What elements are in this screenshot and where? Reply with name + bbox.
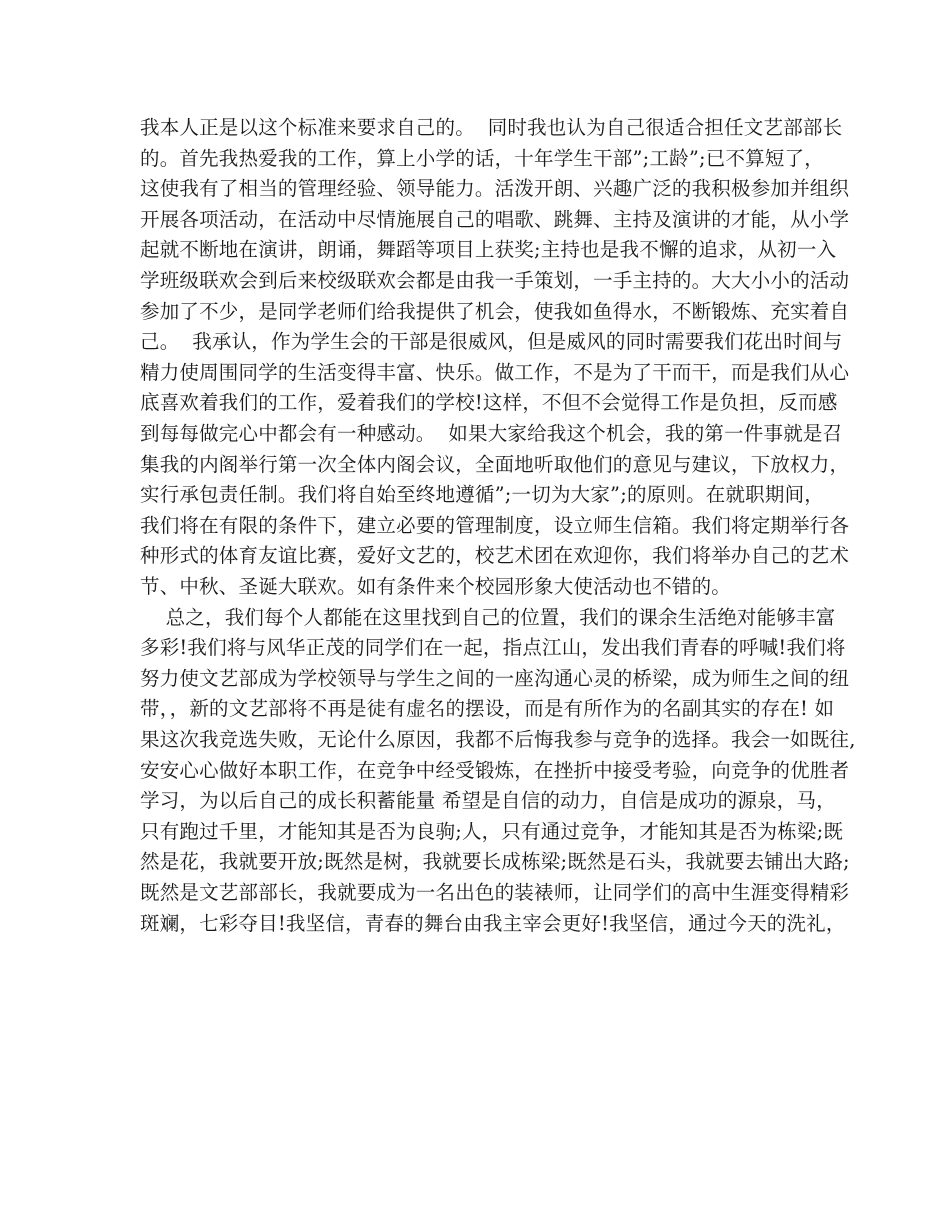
- text-line: 多彩!我们将与风华正茂的同学们在一起，指点江山，发出我们青春的呼喊!我们将: [140, 636, 846, 660]
- text-line: 我本人正是以这个标准来要求自己的。 同时我也认为自己很适合担任文艺部部长: [140, 116, 843, 139]
- text-line: 学班级联欢会到后来校级联欢会都是由我一手策划，一手主持的。大大小小的活动: [140, 269, 850, 292]
- text-line: 学习，为以后自己的成长积蓄能量 希望是自信的动力，自信是成功的源泉，马，: [140, 789, 836, 813]
- text-line: 总之，我们每个人都能在这里找到自己的位置，我们的课余生活绝对能够丰富: [140, 605, 836, 629]
- text-line: 斑斓，七彩夺目!我坚信，青春的舞台由我主宰会更好!我坚信，通过今天的洗礼，: [140, 911, 846, 935]
- text-line: 这使我有了相当的管理经验、领导能力。活泼开朗、兴趣广泛的我积极参加并组织: [140, 177, 850, 201]
- text-line: 只有跑过千里，才能知其是否为良驹;人，只有通过竞争，才能知其是否为栋梁;既: [140, 819, 844, 843]
- text-line: 我们将在有限的条件下，建立必要的管理制度，设立师生信箱。我们将定期举行各: [140, 513, 850, 537]
- text-line: 果这次我竞选失败，无论什么原因，我都不后悔我参与竞争的选择。我会一如既往,: [140, 728, 856, 751]
- text-line: 的。首先我热爱我的工作，算上小学的话，十年学生干部”;工龄”;已不算短了，: [140, 146, 824, 170]
- text-line: 开展各项活动，在活动中尽情施展自己的唱歌、跳舞、主持及演讲的才能，从小学: [140, 207, 850, 231]
- text-line: 底喜欢着我们的工作，爱着我们的学校!这样，不但不会觉得工作是负担，反而感: [140, 391, 838, 415]
- text-line: 带，，新的文艺部将不再是徒有虚名的摆设，而是有所作为的名副其实的存在! 如: [140, 697, 835, 721]
- text-line: 到每每做完心中都会有一种感动。 如果大家给我这个机会，我的第一件事就是召: [140, 422, 843, 445]
- text-line: 然是花，我就要开放;既然是树，我就要长成栋梁;既然是石头，我就要去铺出大路;: [140, 850, 850, 874]
- text-line: 参加了不少，是同学老师们给我提供了机会，使我如鱼得水，不断锻炼、充实着自: [140, 299, 850, 323]
- text-line: 己。 我承认，作为学生会的干部是很威风，但是威风的同时需要我们花出时间与: [140, 330, 843, 354]
- text-line: 安安心心做好本职工作，在竞争中经受锻炼，在挫折中接受考验，向竞争的优胜者: [140, 758, 850, 782]
- text-line: 种形式的体育友谊比赛，爱好文艺的，校艺术团在欢迎你，我们将举办自己的艺术: [140, 544, 850, 568]
- text-line: 起就不断地在演讲，朗诵，舞蹈等项目上获奖;主持也是我不懈的追求，从初一入: [140, 238, 837, 262]
- text-line: 节、中秋、圣诞大联欢。如有条件来个校园形象大使活动也不错的。: [140, 575, 732, 598]
- text-line: 集我的内阁举行第一次全体内阁会议，全面地听取他们的意见与建议，下放权力，: [140, 452, 850, 476]
- text-line: 精力使周围同学的生活变得丰富、快乐。做工作，不是为了干而干，而是我们从心: [140, 360, 850, 384]
- text-line: 努力使文艺部成为学校领导与学生之间的一座沟通心灵的桥梁，成为师生之间的纽: [140, 666, 850, 690]
- text-line: 实行承包责任制。我们将自始至终地遵循”;一切为大家”;的原则。在就职期间，: [140, 483, 824, 507]
- text-line: 既然是文艺部部长，我就要成为一名出色的装裱师，让同学们的高中生涯变得精彩: [140, 881, 850, 904]
